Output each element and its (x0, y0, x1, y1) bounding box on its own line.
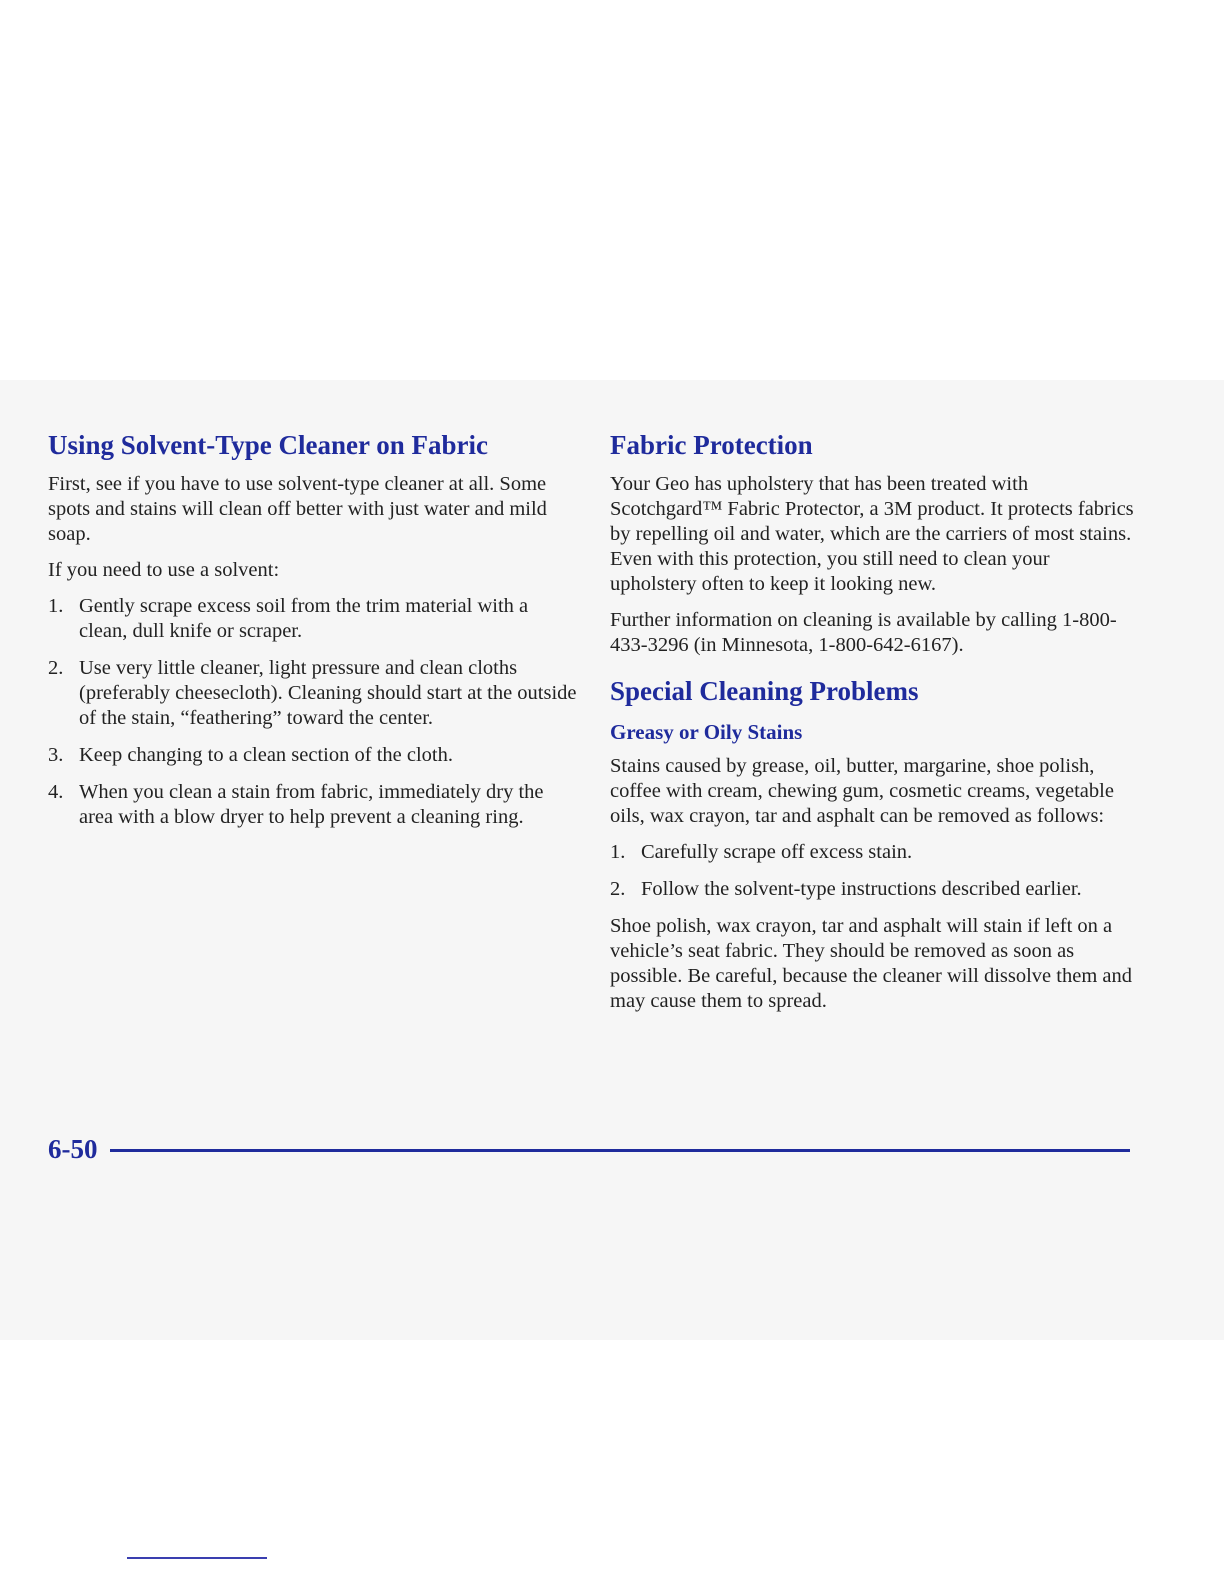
shoe-polish-paragraph: Shoe polish, wax crayon, tar and asphalt will stain if left on a vehicle’s seat fabric. They should be removed as soon as possible. Be careful, because the cleaner will dissolve them and may cause them to spread. (610, 915, 1132, 1012)
list-item (610, 877, 1140, 902)
list-item (610, 840, 1140, 865)
solvent-intro-paragraph: First, see if you have to use solvent-type cleaner at all. Some spots and stains will clean off better with just water and mild soap. (48, 473, 547, 545)
list-item-text: Keep changing to a clean section of the cloth. (79, 744, 453, 766)
fabric-protection-paragraph: Your Geo has upholstery that has been treated with Scotchgard™ Fabric Protector, a 3M product. It protects fabrics by repelling oil and water, which are the carriers of most stains. Even with this protection, you still need to clean your upholstery often to keep it looking new. (610, 473, 1134, 595)
special-cleaning-heading: Special Cleaning Problems (610, 676, 919, 706)
greasy-steps-list (610, 840, 1140, 902)
right-column (610, 428, 1140, 1025)
list-item (48, 743, 578, 768)
fabric-protection-heading: Fabric Protection (610, 430, 813, 460)
list-item-number: 4. (48, 781, 64, 803)
solvent-need-paragraph: If you need to use a solvent: (48, 559, 280, 581)
page-number: 6-50 (48, 1134, 98, 1164)
list-item-text: Use very little cleaner, light pressure and clean cloths (preferably cheesecloth). Cleaning should start at the outside of the stain, “feathering” toward the center. (79, 657, 577, 729)
list-item-text: Carefully scrape off excess stain. (641, 841, 913, 863)
cleaning-info-paragraph: Further information on cleaning is available by calling 1-800-433-3296 (in Minnesota, 1-800-642-6167). (610, 609, 1117, 656)
list-item (48, 656, 578, 731)
list-item-number: 2. (48, 657, 64, 679)
solvent-steps-list (48, 594, 578, 830)
list-item-number: 3. (48, 744, 64, 766)
left-column (48, 428, 578, 842)
list-item (48, 594, 578, 644)
list-item-number: 1. (48, 595, 64, 617)
greasy-stains-paragraph: Stains caused by grease, oil, butter, margarine, shoe polish, coffee with cream, chewing gum, cosmetic creams, vegetable oils, wax crayon, tar and asphalt can be removed as follows: (610, 755, 1114, 827)
list-item-text: When you clean a stain from fabric, immediately dry the area with a blow dryer to help prevent a cleaning ring. (79, 781, 544, 828)
solvent-cleaner-heading: Using Solvent-Type Cleaner on Fabric (48, 430, 489, 460)
list-item-text: Gently scrape excess soil from the trim material with a clean, dull knife or scraper. (79, 595, 529, 642)
list-item-number: 2. (610, 878, 626, 900)
footer-rule (110, 1149, 1130, 1152)
list-item-number: 1. (610, 841, 626, 863)
bottom-underline-link[interactable] (127, 1557, 267, 1559)
list-item (48, 780, 578, 830)
list-item-text: Follow the solvent-type instructions described earlier. (641, 878, 1082, 900)
greasy-stains-subheading: Greasy or Oily Stains (610, 720, 803, 744)
